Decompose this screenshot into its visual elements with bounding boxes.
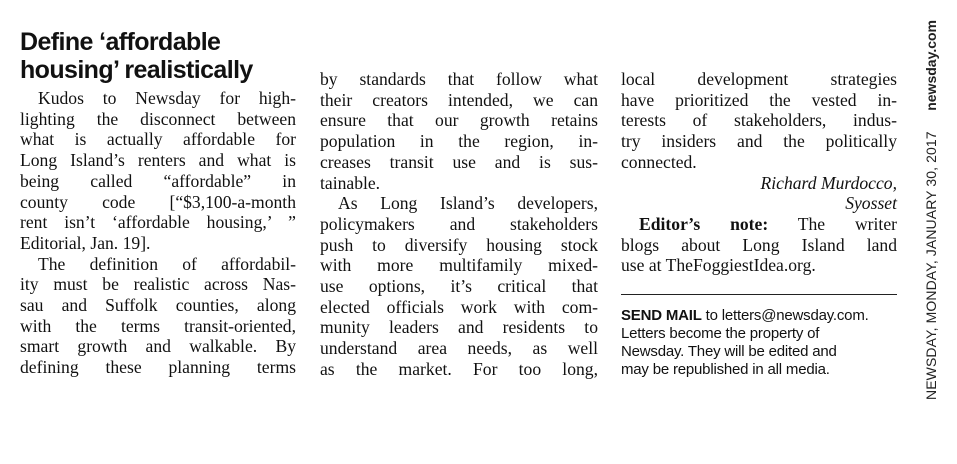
headline xyxy=(20,28,296,84)
dateline: NEWSDAY, MONDAY, JANUARY 30, 2017 xyxy=(923,131,939,400)
column-3 xyxy=(621,69,897,276)
text-line: rent isn’t ‘affordable housing,’ ” xyxy=(20,212,296,233)
editor-note-text: The writer xyxy=(797,213,897,234)
signature xyxy=(621,173,897,214)
text-line: ity must be realistic across Nas- xyxy=(20,274,296,295)
text-line: what is actually affordable for xyxy=(20,129,296,150)
send-mail-label: SEND MAIL xyxy=(621,307,702,324)
text-line: as the market. For too long, xyxy=(320,358,598,379)
text-line: try insiders and the politically xyxy=(621,131,897,152)
text-line: munity leaders and residents to xyxy=(320,317,598,338)
text-line: connected. xyxy=(621,151,697,172)
text-line: Kudos to Newsday for high- xyxy=(38,88,296,108)
text-line: Long Island’s renters and what is xyxy=(20,150,296,171)
text-line: use options, it’s critical that xyxy=(320,276,598,297)
page-sidebar xyxy=(919,20,943,400)
text-line: local development strategies xyxy=(621,69,897,89)
text-line: push to diversify housing stock xyxy=(320,234,598,255)
brand-logo: newsday.com xyxy=(923,20,939,111)
text-line: Editorial, Jan. 19]. xyxy=(20,232,151,253)
send-mail-line-2: Letters become the property of xyxy=(621,325,820,342)
send-mail-line-4: may be republished in all media. xyxy=(621,361,830,378)
send-mail-address: to letters@newsday.com. xyxy=(701,307,869,324)
column-2 xyxy=(320,69,598,380)
text-line: The definition of affordabil- xyxy=(38,253,296,274)
letter-body-column-1 xyxy=(20,88,296,378)
text-line: policymakers and stakeholders xyxy=(320,213,598,234)
text-line: county code [“$3,100-a-month xyxy=(20,191,296,212)
text-line: have prioritized the vested in- xyxy=(621,89,897,110)
text-line: tainable. xyxy=(320,172,381,193)
text-line: sau and Suffolk counties, along xyxy=(20,295,296,316)
text-line: creases transit use and is sus- xyxy=(320,151,598,172)
text-line: As Long Island’s developers, xyxy=(338,193,598,214)
text-line: smart growth and walkable. By xyxy=(20,336,296,357)
signature-place: Syosset xyxy=(845,193,897,214)
letter-body-column-2 xyxy=(320,69,598,380)
headline-line-2: housing’ realistically xyxy=(20,56,253,84)
editor-note-first-line xyxy=(621,214,897,235)
text-line: understand area needs, as well xyxy=(320,338,598,359)
text-line: ensure that our growth retains xyxy=(320,110,598,131)
sidebar-rotated xyxy=(919,20,943,400)
headline-line-1: Define ‘affordable xyxy=(20,28,221,56)
send-mail-box xyxy=(621,307,901,379)
text-line: with the terms transit-oriented, xyxy=(20,315,296,336)
text-line: blogs about Long Island land xyxy=(621,234,897,255)
text-line: being called “affordable” in xyxy=(20,170,296,191)
editor-note-label: Editor’s note: xyxy=(639,213,769,234)
text-line: population in the region, in- xyxy=(320,131,598,152)
text-line: lighting the disconnect between xyxy=(20,108,296,129)
text-line: by standards that follow what xyxy=(320,69,598,89)
send-mail-line-1 xyxy=(621,307,901,325)
text-line: terests of stakeholders, indus- xyxy=(621,110,897,131)
send-mail-line-3: Newsday. They will be edited and xyxy=(621,343,837,360)
editor-note xyxy=(621,214,897,276)
text-line: use at TheFoggiestIdea.org. xyxy=(621,255,816,276)
divider-rule xyxy=(621,294,897,295)
signature-name: Richard Murdocco, xyxy=(760,172,897,193)
letter-body-column-3 xyxy=(621,69,897,173)
text-line: with more multifamily mixed- xyxy=(320,255,598,276)
text-line: elected officials work with com- xyxy=(320,296,598,317)
column-1 xyxy=(20,28,296,378)
text-line: their creators intended, we can xyxy=(320,89,598,110)
text-line: defining these planning terms xyxy=(20,357,296,378)
